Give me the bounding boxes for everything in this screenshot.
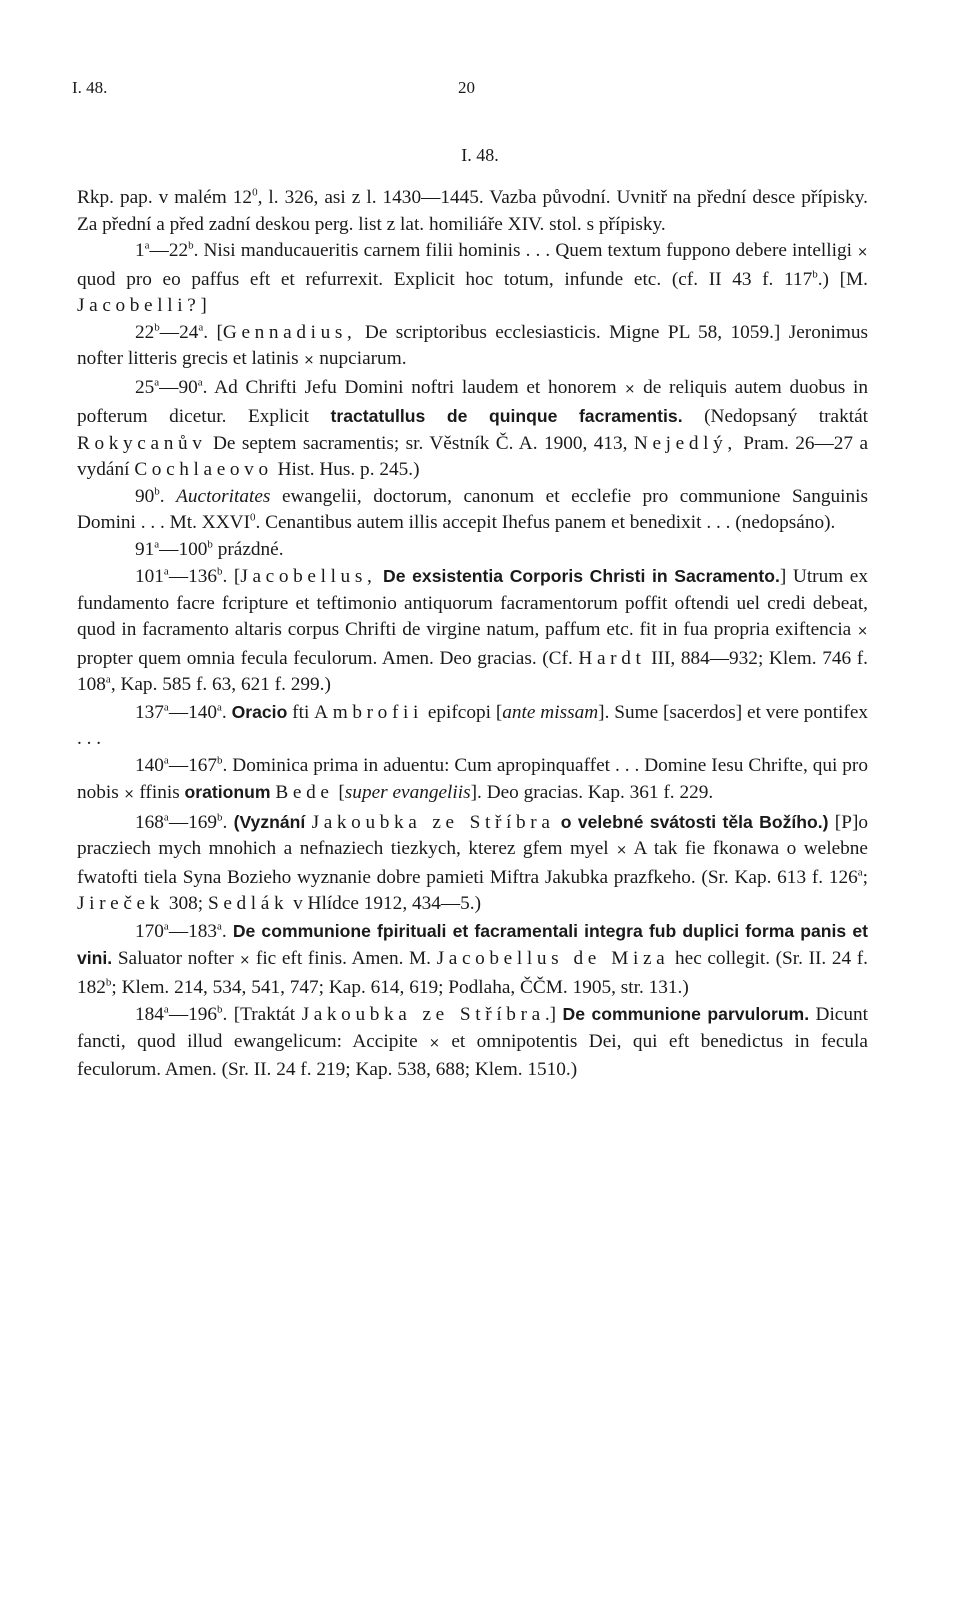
page-number: 20 [458,78,475,97]
paragraph-folio-137: 137$^a$—140$^a$. Oracio fti Ambrofii epifcopi [ante missam]. Sume [sacerdos] et vere pontifex . . . [77,701,869,749]
paragraph-folio-25: 25$^a$—90$^a$. Ad Chrifti Jefu Domini noftri laudem et honorem × de reliquis autem duobus in pofterum dicetur. Explicit tractatullus de quinque facramentis. (Nedopsaný traktát Rokycanův De septem sacramentis; sr. Věstník Č. A. 1900, 413, Nejedlý, Pram. 26—27 a vydání Cochlaeovo Hist. Hus. p. 245.) [77,376,869,480]
cross-mark: × [303,353,315,368]
entry-title: I. 48. [461,145,499,165]
cross-mark: × [857,245,868,260]
paragraph-folio-90: 90$^b$. Auctoritates ewangelii, doctorum, canonum et ecclefie pro communione Sanguinis Domini . . . Mt. XXVI$^0$. Cenantibus autem illis accepit Ihefus panem et benedixit . . . (nedopsáno). [77,485,869,533]
page-header [0,78,960,108]
cross-mark: × [123,787,135,802]
paragraph-description: Rkp. pap. v malém $12^0$, l. 326, asi z l. 1430—1445. Vazba původní. Uvnitř na přední desce přípisky. Za přední a před zadní deskou perg. list z lat. homiliáře XIV. stol. s přípisky. [77,186,868,235]
header-signature: I. 48. [72,78,108,97]
cross-mark: × [239,953,251,968]
paragraph-folio-168: 168$^a$—169$^b$. (Vyznání Jakoubka ze Stříbra o velebné svátosti těla Božího.) [P]o pracziech mych mnohich a nefnaziech tiezkych, kterez gfem myel × A tak fie fkonawa o welebne fwatofti tiela Syna Bozieho wyznanie dobre pamieti Miftra Jakubka prazfkeho. (Sr. Kap. 613 f. 126$^a$; Jireček 308; Sedlák v Hlídce 1912, 434—5.) [77,811,869,914]
paragraph-folio-140: 140$^a$—167$^b$. Dominica prima in aduentu: Cum apropinquaffet . . . Domine Iesu Chrifte, qui pro nobis × ffinis orationum Bede [super evangeliis]. Deo gracias. Kap. 361 f. 229. [77,754,868,803]
cross-mark: × [624,381,636,397]
paragraph-folio-101: 101$^a$—136$^b$. [Jacobellus, De exsistentia Corporis Christi in Sacramento.] Utrum ex fundamento facre fcripture et teftimonio antiquorum facramentorum poffit oftendi uel credi debeat, quod in facramento altaris corpus Chrifti de virgine natum, paffum etc. fit in fua propria exiftencia × propter quem omnia fecula feculorum. Amen. Deo gracias. (Cf. Hardt III, 884—932; Klem. 746 f. 108$^a$, Kap. 585 f. 63, 621 f. 299.) [77,565,869,695]
entry-body [77,185,868,1084]
paragraph-folio-91: 91$^a$—100$^b$ prázdné. [135,538,284,560]
paragraph-folio-170: 170$^a$—183$^a$. De communione fpirituali et facramentali integra fub duplici forma panis et vini. Saluator nofter × fic eft finis. Amen. M. Jacobellus de Miza hec collegit. (Sr. II. 24 f. 182$^b$; Klem. 214, 534, 541, 747; Kap. 614, 619; Podlaha, ČČM. 1905, str. 131.) [77,920,868,998]
cross-mark: × [857,624,868,639]
paragraph-folio-22: 22$^b$—24$^a$. [Gennadius, De scriptoribus ecclesiasticis. Migne PL 58, 1059.] Jeronimus nofter litteris grecis et latinis × nupciarum. [77,321,868,369]
cross-mark: × [429,1035,440,1051]
cross-mark: × [616,843,628,858]
paragraph-folio-1: 1$^a$—22$^b$. Nisi manducaueritis carnem filii hominis . . . Quem textum fuppono debere intelligi × quod pro eo paffus eft et refurrexit. Explicit hoc totum, infunde etc. (cf. II 43 f. 117$^b$.) [M. Jacobelli?] [77,239,868,316]
paragraph-folio-184: 184$^a$—196$^b$. [Traktát Jakoubka ze Stříbra.] De communione parvulorum. Dicunt fancti, quod illud ewangelicum: Accipite × et omnipotentis Dei, qui eft benedictus in fecula feculorum. Amen. (Sr. II. 24 f. 219; Kap. 538, 688; Klem. 1510.) [77,1003,868,1080]
